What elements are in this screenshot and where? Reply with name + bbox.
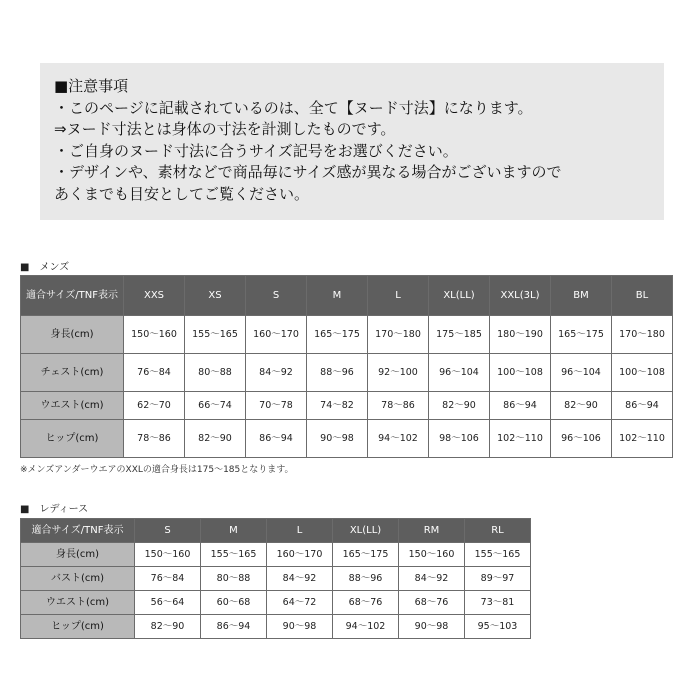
size-value-cell bbox=[124, 316, 185, 354]
notice-line: あくまでも目安としてご覧ください。 bbox=[54, 184, 310, 203]
size-value: 78～86 bbox=[381, 400, 415, 411]
size-value-cell bbox=[333, 543, 399, 567]
size-value: 98～106 bbox=[439, 433, 479, 444]
header-text: XS bbox=[208, 290, 222, 301]
table-row bbox=[21, 543, 531, 567]
size-value-cell bbox=[551, 354, 612, 392]
size-value-cell bbox=[267, 615, 333, 639]
size-value: 82～90 bbox=[150, 621, 185, 632]
table-row bbox=[21, 615, 531, 639]
size-value: 96～104 bbox=[439, 367, 479, 378]
size-value-cell bbox=[551, 316, 612, 354]
size-value: 102～110 bbox=[497, 433, 543, 444]
size-value: 76～84 bbox=[150, 573, 185, 584]
measurement-label: ウエスト(cm) bbox=[21, 591, 135, 615]
size-value: 68～76 bbox=[414, 597, 449, 608]
header-text: BM bbox=[573, 290, 589, 301]
size-value-cell bbox=[465, 543, 531, 567]
size-value: 68～76 bbox=[348, 597, 383, 608]
size-column-header bbox=[465, 519, 531, 543]
measurement-label: ウエスト(cm) bbox=[21, 392, 124, 420]
size-value: 80～88 bbox=[198, 367, 232, 378]
mens-section-label: ■ メンズ bbox=[20, 262, 70, 273]
size-value: 86～94 bbox=[625, 400, 659, 411]
size-column-header bbox=[429, 276, 490, 316]
size-value-cell bbox=[307, 316, 368, 354]
size-value: 94～102 bbox=[345, 621, 386, 632]
size-value: 76～84 bbox=[137, 367, 171, 378]
size-value-cell bbox=[246, 420, 307, 458]
size-value: 86～94 bbox=[259, 433, 293, 444]
size-value-cell bbox=[551, 392, 612, 420]
size-value: 82～90 bbox=[198, 433, 232, 444]
size-value-cell bbox=[135, 567, 201, 591]
header-text: M bbox=[332, 290, 342, 301]
size-value: 96～106 bbox=[561, 433, 601, 444]
size-value-cell bbox=[201, 543, 267, 567]
size-value: 90～98 bbox=[414, 621, 449, 632]
header-text: 適合サイズ/TNF表示 bbox=[26, 290, 118, 301]
size-value: 88～96 bbox=[320, 367, 354, 378]
notice-line: ⇒ヌード寸法とは身体の寸法を計測したものです。 bbox=[54, 120, 396, 138]
size-header-label bbox=[21, 519, 135, 543]
header-text: BL bbox=[635, 290, 649, 301]
size-value: 73～81 bbox=[480, 597, 515, 608]
header-text: XXL(3L) bbox=[500, 290, 540, 301]
size-value: 150～160 bbox=[144, 549, 191, 560]
size-value: 60～68 bbox=[216, 597, 251, 608]
size-value: 56～64 bbox=[150, 597, 185, 608]
size-column-header bbox=[246, 276, 307, 316]
size-value: 160～170 bbox=[276, 549, 323, 560]
measurement-label: バスト(cm) bbox=[21, 567, 135, 591]
size-value-cell bbox=[551, 420, 612, 458]
size-value: 86～94 bbox=[216, 621, 251, 632]
size-value-cell bbox=[135, 543, 201, 567]
size-value-cell bbox=[368, 392, 429, 420]
size-value: 70～78 bbox=[259, 400, 293, 411]
size-value-cell bbox=[267, 543, 333, 567]
size-value-cell bbox=[612, 316, 673, 354]
size-value-cell bbox=[368, 420, 429, 458]
size-value: 100～108 bbox=[497, 367, 543, 378]
measurement-label: ヒップ(cm) bbox=[21, 420, 124, 458]
size-value: 155～165 bbox=[192, 329, 238, 340]
size-value: 89～97 bbox=[480, 573, 515, 584]
size-value-cell bbox=[185, 392, 246, 420]
size-value: 64～72 bbox=[282, 597, 317, 608]
size-value: 78～86 bbox=[137, 433, 171, 444]
size-value: 155～165 bbox=[474, 549, 521, 560]
size-value-cell bbox=[429, 316, 490, 354]
size-value-cell bbox=[399, 591, 465, 615]
header-text: XL(LL) bbox=[443, 290, 475, 301]
notice-title: ■注意事項 bbox=[54, 77, 129, 95]
measurement-label: 身長(cm) bbox=[21, 316, 124, 354]
size-column-header bbox=[185, 276, 246, 316]
size-value-cell bbox=[135, 591, 201, 615]
size-value: 95～103 bbox=[477, 621, 518, 632]
size-value: 84～92 bbox=[282, 573, 317, 584]
size-value: 165～175 bbox=[558, 329, 604, 340]
size-value-cell bbox=[612, 392, 673, 420]
size-value-cell bbox=[267, 567, 333, 591]
size-value-cell bbox=[490, 420, 551, 458]
size-value-cell bbox=[201, 591, 267, 615]
size-value: 165～175 bbox=[314, 329, 360, 340]
size-value: 170～180 bbox=[619, 329, 665, 340]
size-value-cell bbox=[333, 567, 399, 591]
size-value-cell bbox=[465, 567, 531, 591]
size-value: 175～185 bbox=[436, 329, 482, 340]
table-row bbox=[21, 392, 673, 420]
size-value-cell bbox=[135, 615, 201, 639]
size-column-header bbox=[368, 276, 429, 316]
size-value: 92～100 bbox=[378, 367, 418, 378]
size-value: 90～98 bbox=[282, 621, 317, 632]
size-value-cell bbox=[612, 420, 673, 458]
size-value: 82～90 bbox=[442, 400, 476, 411]
size-value: 84～92 bbox=[414, 573, 449, 584]
size-value: 180～190 bbox=[497, 329, 543, 340]
measurement-label: チェスト(cm) bbox=[21, 354, 124, 392]
size-column-header bbox=[399, 519, 465, 543]
size-value-cell bbox=[368, 316, 429, 354]
size-value-cell bbox=[307, 354, 368, 392]
size-value: 66～74 bbox=[198, 400, 232, 411]
size-value-cell bbox=[333, 591, 399, 615]
size-value-cell bbox=[399, 567, 465, 591]
size-value-cell bbox=[490, 392, 551, 420]
size-value-cell bbox=[307, 392, 368, 420]
ladies-size-table bbox=[20, 518, 531, 639]
size-value: 90～98 bbox=[320, 433, 354, 444]
size-value-cell bbox=[124, 392, 185, 420]
size-value-cell bbox=[307, 420, 368, 458]
table-row bbox=[21, 316, 673, 354]
table-header-row bbox=[21, 519, 531, 543]
notice-line: ・デザインや、素材などで商品毎にサイズ感が異なる場合がございますので bbox=[54, 163, 562, 181]
size-value: 88～96 bbox=[348, 573, 383, 584]
size-value-cell bbox=[246, 392, 307, 420]
measurement-label: ヒップ(cm) bbox=[21, 615, 135, 639]
size-column-header bbox=[135, 519, 201, 543]
size-value-cell bbox=[399, 615, 465, 639]
size-value-cell bbox=[185, 354, 246, 392]
size-value-cell bbox=[333, 615, 399, 639]
table-header-row bbox=[21, 276, 673, 316]
size-value: 86～94 bbox=[503, 400, 537, 411]
header-text: XXS bbox=[143, 290, 165, 301]
measurement-label: 身長(cm) bbox=[21, 543, 135, 567]
size-value-cell bbox=[399, 543, 465, 567]
header-text: S bbox=[272, 290, 280, 301]
size-column-header bbox=[201, 519, 267, 543]
notice-line: ・ご自身のヌード寸法に合うサイズ記号をお選びください。 bbox=[54, 141, 458, 160]
size-value: 62～70 bbox=[137, 400, 171, 411]
size-value-cell bbox=[612, 354, 673, 392]
size-value: 94～102 bbox=[378, 433, 418, 444]
size-value-cell bbox=[124, 420, 185, 458]
notice-line: ・このページに記載されているのは、全て【ヌード寸法】になります。 bbox=[54, 98, 533, 117]
header-text: RM bbox=[423, 525, 440, 536]
size-value-cell bbox=[490, 354, 551, 392]
header-text: L bbox=[296, 525, 303, 536]
size-value-cell bbox=[185, 316, 246, 354]
header-text: S bbox=[164, 525, 171, 536]
size-value: 102～110 bbox=[619, 433, 665, 444]
header-text: L bbox=[395, 290, 401, 301]
size-value: 150～160 bbox=[408, 549, 455, 560]
size-value: 74～82 bbox=[320, 400, 354, 411]
size-value-cell bbox=[201, 567, 267, 591]
header-text: RL bbox=[491, 525, 504, 536]
size-value-cell bbox=[429, 392, 490, 420]
size-column-header bbox=[551, 276, 612, 316]
size-value-cell bbox=[124, 354, 185, 392]
size-value-cell bbox=[246, 316, 307, 354]
table-row bbox=[21, 591, 531, 615]
size-column-header bbox=[267, 519, 333, 543]
size-value-cell bbox=[267, 591, 333, 615]
table-row bbox=[21, 567, 531, 591]
size-column-header bbox=[307, 276, 368, 316]
size-value-cell bbox=[429, 354, 490, 392]
size-value-cell bbox=[201, 615, 267, 639]
size-value: 96～104 bbox=[561, 367, 601, 378]
size-column-header bbox=[124, 276, 185, 316]
size-value: 165～175 bbox=[342, 549, 389, 560]
header-text: XL(LL) bbox=[349, 525, 382, 536]
size-column-header bbox=[333, 519, 399, 543]
size-value-cell bbox=[246, 354, 307, 392]
mens-footnote: ※メンズアンダーウエアのXXLの適合身長は175～185となります。 bbox=[20, 465, 294, 475]
size-column-header bbox=[490, 276, 551, 316]
size-value: 84～92 bbox=[259, 367, 293, 378]
size-column-header bbox=[612, 276, 673, 316]
size-value: 100～108 bbox=[619, 367, 665, 378]
mens-size-table bbox=[20, 275, 673, 458]
size-value: 160～170 bbox=[253, 329, 299, 340]
size-value: 82～90 bbox=[564, 400, 598, 411]
header-text: 適合サイズ/TNF表示 bbox=[31, 525, 124, 536]
size-value-cell bbox=[465, 591, 531, 615]
size-header-label bbox=[21, 276, 124, 316]
size-value-cell bbox=[185, 420, 246, 458]
size-value: 170～180 bbox=[375, 329, 421, 340]
size-value: 155～165 bbox=[210, 549, 257, 560]
size-value-cell bbox=[490, 316, 551, 354]
header-text: M bbox=[229, 525, 238, 536]
size-value-cell bbox=[368, 354, 429, 392]
size-value-cell bbox=[429, 420, 490, 458]
notice-box bbox=[40, 63, 664, 220]
size-value: 150～160 bbox=[131, 329, 177, 340]
size-value-cell bbox=[465, 615, 531, 639]
table-row bbox=[21, 420, 673, 458]
ladies-section-label: ■ レディース bbox=[20, 504, 89, 515]
table-row bbox=[21, 354, 673, 392]
size-value: 80～88 bbox=[216, 573, 251, 584]
